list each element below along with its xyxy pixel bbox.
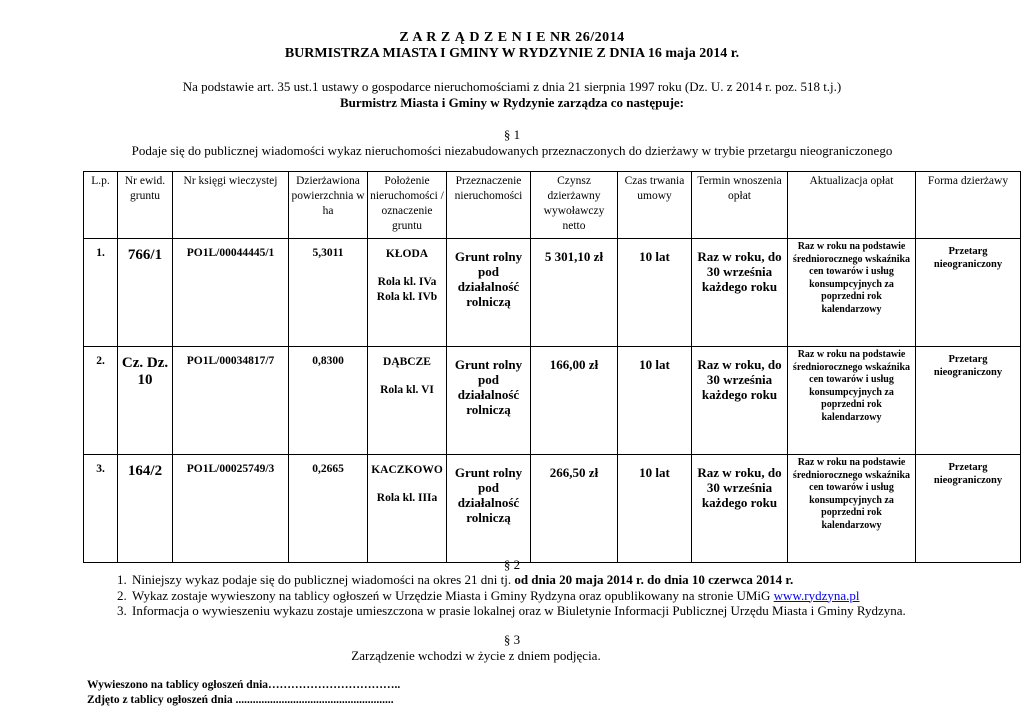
header-area: Dzierżawiona powierzchnia w ha — [289, 172, 368, 239]
table-row — [84, 455, 1021, 563]
cell-register: PO1L/00025749/3 — [173, 455, 289, 563]
cell-area: 5,3011 — [289, 239, 368, 347]
cell-lp: 1. — [84, 239, 118, 347]
cell-location — [368, 455, 447, 563]
legal-basis: Na podstawie art. 35 ust.1 ustawy o gospodarce nieruchomościami z dnia 21 sierpnia 1997 roku (Dz. U. z 2014 r. poz. 518 t.j.) — [182, 79, 842, 94]
section-1-mark: § 1 — [503, 127, 521, 142]
cell-register: PO1L/00034817/7 — [173, 347, 289, 455]
cell-duration: 10 lat — [618, 347, 692, 455]
table-header-row — [84, 172, 1021, 239]
table-row — [84, 239, 1021, 347]
cell-lp: 3. — [84, 455, 118, 563]
cell-parcel: Cz. Dz. 10 — [118, 347, 173, 455]
cell-purpose: Grunt rolny pod działalność rolniczą — [447, 347, 531, 455]
cell-form: Przetarg nieograniczony — [916, 455, 1021, 563]
cell-payment: Raz w roku, do 30 września każdego roku — [692, 455, 788, 563]
cell-rent: 166,00 zł — [531, 347, 618, 455]
document-title: Z A R Z Ą D Z E N I E NR 26/2014 — [399, 30, 625, 45]
cell-payment: Raz w roku, do 30 września każdego roku — [692, 347, 788, 455]
item-1-text: Niniejszy wykaz podaje się do publicznej wiadomości na okres 21 dni tj. — [132, 572, 512, 587]
list-item — [130, 603, 1024, 619]
cell-soil-class: Rola kl. IIIa — [376, 492, 438, 504]
cell-duration: 10 lat — [618, 239, 692, 347]
cell-rent: 5 301,10 zł — [531, 239, 618, 347]
property-table — [83, 171, 1021, 563]
decree-line: Burmistrz Miasta i Gminy w Rydzynie zarządza co następuje: — [340, 95, 684, 110]
cell-village: KACZKOWO — [371, 464, 443, 476]
header-lp: L.p. — [84, 172, 118, 239]
cell-area: 0,2665 — [289, 455, 368, 563]
cell-village: KŁODA — [385, 248, 429, 260]
cell-register: PO1L/00044445/1 — [173, 239, 289, 347]
removed-date-line: Zdjęto z tablicy ogłoszeń dnia ....................................................... — [87, 694, 394, 706]
document-subtitle: BURMISTRZA MIASTA I GMINY W RYDZYNIE Z DNIA 16 maja 2014 r. — [284, 46, 740, 61]
section-3-text: Zarządzenie wchodzi w życie z dniem podjęcia. — [351, 648, 601, 663]
cell-purpose: Grunt rolny pod działalność rolniczą — [447, 455, 531, 563]
cell-parcel: 766/1 — [118, 239, 173, 347]
table-row — [84, 347, 1021, 455]
posted-date-line: Wywieszono na tablicy ogłoszeń dnia…………………………….. — [87, 679, 401, 691]
website-link[interactable]: www.rydzyna.pl — [773, 587, 860, 603]
cell-form: Przetarg nieograniczony — [916, 239, 1021, 347]
section-3-mark: § 3 — [503, 632, 521, 647]
header-location: Położenie nieruchomości / oznaczenie gruntu — [368, 172, 447, 239]
header-update: Aktualizacja opłat — [788, 172, 916, 239]
cell-form: Przetarg nieograniczony — [916, 347, 1021, 455]
cell-soil-class: Rola kl. IVa Rola kl. IVb — [376, 276, 438, 303]
header-duration: Czas trwania umowy — [618, 172, 692, 239]
cell-location — [368, 347, 447, 455]
header-purpose: Przeznaczenie nieruchomości — [447, 172, 531, 239]
section-2-mark: § 2 — [503, 557, 521, 572]
cell-rent: 266,50 zł — [531, 455, 618, 563]
item-1-dates: od dnia 20 maja 2014 r. do dnia 10 czerwca 2014 r. — [514, 572, 794, 587]
cell-payment: Raz w roku, do 30 września każdego roku — [692, 239, 788, 347]
cell-lp: 2. — [84, 347, 118, 455]
list-item — [130, 588, 1024, 604]
header-rent: Czynsz dzierżawny wywoławczy netto — [531, 172, 618, 239]
cell-duration: 10 lat — [618, 455, 692, 563]
header-form: Forma dzierżawy — [916, 172, 1021, 239]
item-3-text: Informacja o wywieszeniu wykazu zostaje umieszczona w prasie lokalnej oraz w Biuletynie Informacji Publicznej Urzędu Miasta i Gminy Rydzyna. — [132, 603, 906, 618]
cell-village: DĄBCZE — [383, 356, 431, 368]
header-payment: Termin wnoszenia opłat — [692, 172, 788, 239]
cell-parcel: 164/2 — [118, 455, 173, 563]
section-1-text: Podaje się do publicznej wiadomości wykaz nieruchomości niezabudowanych przeznaczonych do dzierżawy w trybie przetargu nieograniczonego — [131, 143, 893, 158]
cell-location — [368, 239, 447, 347]
cell-purpose: Grunt rolny pod działalność rolniczą — [447, 239, 531, 347]
cell-update: Raz w roku na podstawie średniorocznego wskaźnika cen towarów i usług konsumpcyjnych za poprzedni rok kalendarzowy — [788, 455, 916, 563]
header-parcel: Nr ewid. gruntu — [118, 172, 173, 239]
cell-soil-class: Rola kl. VI — [380, 384, 434, 396]
header-register: Nr księgi wieczystej — [173, 172, 289, 239]
list-item — [130, 572, 1024, 588]
section-2-list — [108, 572, 1024, 619]
cell-update: Raz w roku na podstawie średniorocznego wskaźnika cen towarów i usług konsumpcyjnych za poprzedni rok kalendarzowy — [788, 347, 916, 455]
cell-area: 0,8300 — [289, 347, 368, 455]
cell-update: Raz w roku na podstawie średniorocznego wskaźnika cen towarów i usług konsumpcyjnych za poprzedni rok kalendarzowy — [788, 239, 916, 347]
item-2-text: Wykaz zostaje wywieszony na tablicy ogłoszeń w Urzędzie Miasta i Gminy Rydzyna oraz opublikowany na stronie UMiG — [132, 587, 771, 603]
